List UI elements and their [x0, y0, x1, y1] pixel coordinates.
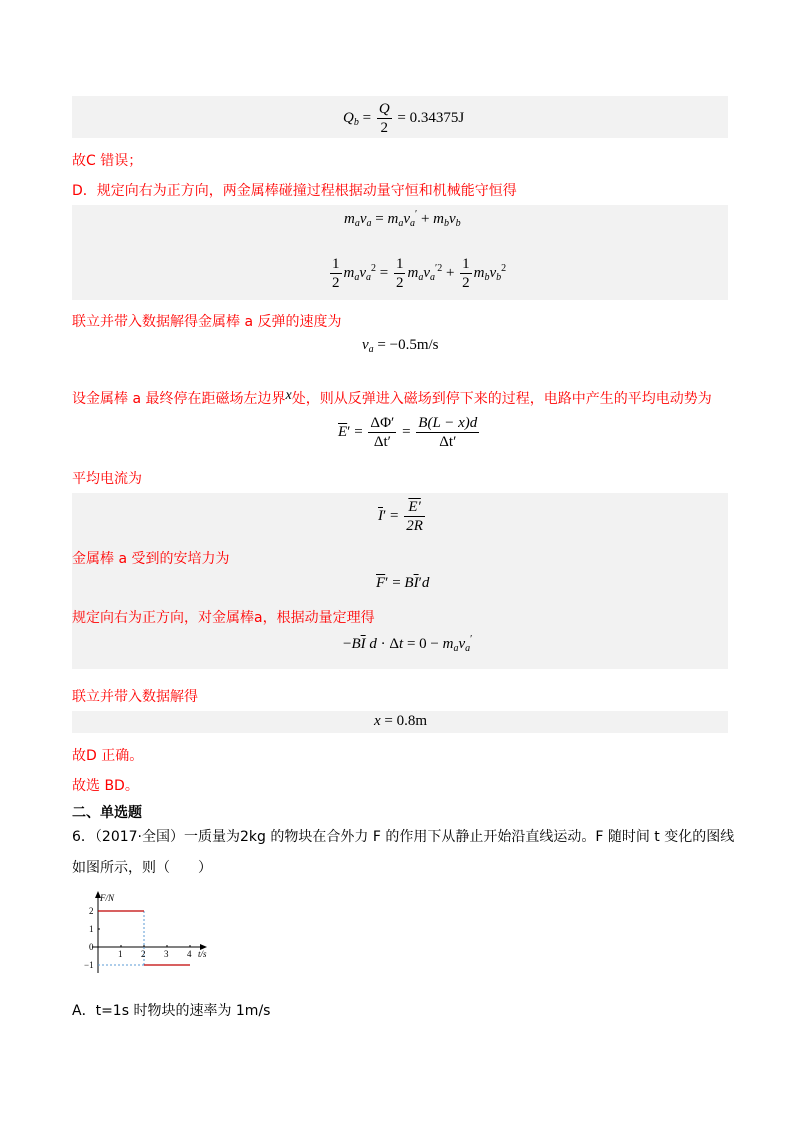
equation-qb: $Q_b$ = $\frac{Q}{2}$ = 0.34375J — [343, 101, 465, 136]
current-text: 平均电流为 — [72, 471, 142, 487]
chart-axes — [92, 891, 207, 973]
d-conclusion: 故D 正确。 — [72, 748, 144, 764]
equation-emf: $\overline{E}'$ = $\frac{\Delta\Phi'}{\Delta t'}$ = $\frac{B(L - x)d}{\Delta t'}$ — [338, 415, 478, 450]
x-tick-label: 2 — [141, 949, 146, 959]
x-axis-label: t/s — [198, 949, 207, 959]
x-tick-label: 1 — [118, 949, 123, 959]
equation-energy: $\frac{1}{2}$ $m_av_a^2$ = $\frac{1}{2}$ $m_av_a^{'2}$ + $\frac{1}{2}$ $m_bv_b^2$ — [332, 256, 507, 291]
final-solve-text: 联立并带入数据解得 — [72, 689, 198, 705]
option-a: A．t=1s 时物块的速率为 1m/s — [72, 1003, 271, 1019]
equation-current: $\overline{I}'$ = $\frac{E'}{2R}$ — [378, 499, 423, 534]
question-text: 6．（2017·全国）一质量为2kg 的物块在合外力 F 的作用下从静止开始沿直线运动。F 随时间 t 变化的图线 — [72, 829, 735, 845]
force-time-chart — [68, 885, 208, 985]
solve-text: 联立并带入数据解得金属棒 a 反弹的速度为 — [72, 314, 342, 330]
x-tick-label: 3 — [164, 949, 169, 959]
y-tick-label: 0 — [89, 942, 94, 952]
equation-va: $v_a = -0.5m/s$ — [362, 337, 439, 355]
section-title: 二、单选题 — [72, 805, 142, 821]
theorem-text: 规定向右为正方向，对金属棒a，根据动量定理得 — [72, 610, 375, 626]
y-tick-label: −1 — [84, 960, 94, 970]
question-text-2: 如图所示，则（ ） — [72, 860, 212, 876]
equation-theorem: $-B\overline{I}$ $d \cdot \Delta t = 0 - m_av_a'$ — [343, 634, 473, 654]
d-intro: D．规定向右为正方向，两金属棒碰撞过程根据动量守恒和机械能守恒得 — [72, 183, 517, 199]
x-tick-label: 4 — [187, 949, 192, 959]
c-conclusion: 故C 错误； — [72, 153, 143, 169]
y-axis-label: F/N — [100, 893, 115, 903]
equation-x: x = 0.8m — [374, 713, 428, 729]
equation-force: $\overline{F}' = B\overline{I}'d$ — [376, 575, 430, 591]
emf-text: 设金属棒 a 最终停在距磁场左边界x处，则从反弹进入磁场到停下来的过程，电路中产生的平均电动势为 — [72, 388, 712, 407]
y-tick-label: 2 — [89, 906, 94, 916]
chart-labels — [84, 893, 207, 970]
force-text: 金属棒 a 受到的安培力为 — [72, 551, 230, 567]
answer: 故选 BD。 — [72, 778, 139, 794]
equation-momentum: $m_av_a = m_av_a' + m_bv_b$ — [344, 209, 461, 229]
y-tick-label: 1 — [89, 924, 94, 934]
